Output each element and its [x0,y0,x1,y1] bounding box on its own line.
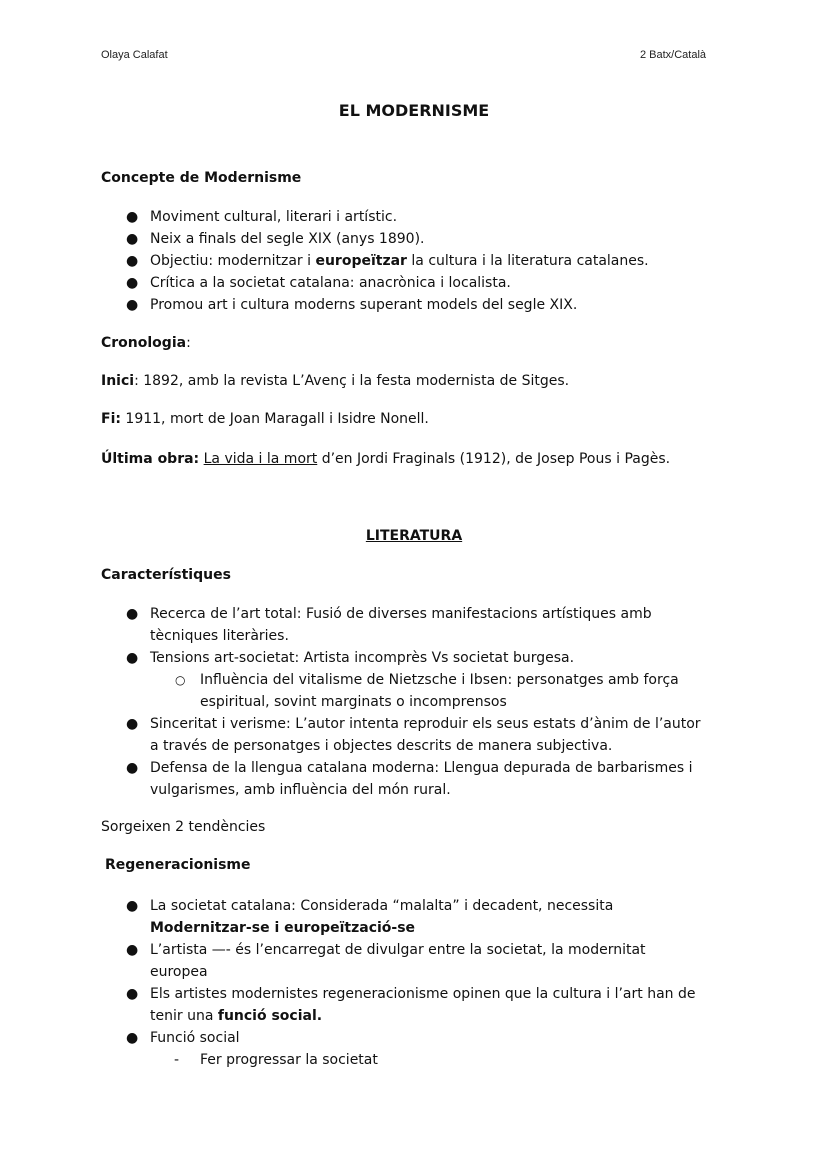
cronologia-ultima-obra: Última obra: La vida i la mort d’en Jordi Fraginals (1912), de Josep Pous i Pagès. [101,451,671,467]
list-item: ● L’artista —- és l’encarregat de divulgar entre la societat, la modernitat europea [150,939,740,983]
list-item: ● Promou art i cultura moderns superant models del segle XIX. [150,294,740,316]
dash-bullet-icon: - [174,1052,180,1068]
bullet-icon: ● [126,650,139,666]
bullet-icon: ● [126,253,139,269]
list-item: ● Neix a finals del segle XIX (anys 1890). [150,228,740,250]
list-item: - Fer progressar la societat [200,1049,740,1071]
bullet-icon: ● [126,716,139,732]
literatura-title: LITERATURA [365,528,463,544]
bullet-icon: ● [126,275,139,291]
regeneracionisme-heading: Regeneracionisme [105,857,251,873]
bullet-icon: ● [126,898,139,914]
cronologia-fi: Fi: 1911, mort de Joan Maragall i Isidre Nonell. [101,411,429,427]
header-author: Olaya Calafat [101,49,168,61]
cronologia-inici: Inici: 1892, amb la revista L’Avenç i la festa modernista de Sitges. [101,373,570,389]
bullet-icon: ● [126,942,139,958]
concepte-heading: Concepte de Modernisme [101,170,302,186]
list-item: ● Funció social [150,1027,740,1049]
list-item: ● Els artistes modernistes regeneracionisme opinen que la cultura i l’art han de tenir una funció social. [150,983,740,1027]
page-title: EL MODERNISME [338,101,490,120]
bullet-icon: ● [126,231,139,247]
list-item: ● Tensions art-societat: Artista incomprès Vs societat burgesa. [150,647,740,669]
list-item: ● Objectiu: modernitzar i europeïtzar la cultura i la literatura catalanes. [150,250,740,272]
header-course: 2 Batx/Català [640,49,707,61]
bullet-icon: ● [126,297,139,313]
bullet-icon: ● [126,1030,139,1046]
list-item: ● Moviment cultural, literari i artístic. [150,206,740,228]
list-item: ● Defensa de la llengua catalana moderna: Llengua depurada de barbarismes i vulgarismes, amb influència del món rural. [150,757,740,801]
bullet-icon: ● [126,209,139,225]
caracteristiques-heading: Característiques [101,567,231,583]
list-item: ● La societat catalana: Considerada “malalta” i decadent, necessita Modernitzar-se i europeïtzació-se [150,895,740,939]
bullet-icon: ● [126,986,139,1002]
list-item: ● Crítica a la societat catalana: anacrònica i localista. [150,272,740,294]
list-item: ○ Influència del vitalisme de Nietzsche i Ibsen: personatges amb força espiritual, sovint marginats o incomprensos [200,669,740,713]
circle-bullet-icon: ○ [175,673,186,687]
bullet-icon: ● [126,606,139,622]
bullet-icon: ● [126,760,139,776]
cronologia-heading: Cronologia: [101,335,191,351]
list-item: ● Recerca de l’art total: Fusió de diverses manifestacions artístiques amb tècniques literàries. [150,603,740,647]
list-item: ● Sinceritat i verisme: L’autor intenta reproduir els seus estats d’ànim de l’autor a través de personatges i objectes descrits de manera subjectiva. [150,713,740,757]
tendencies-text: Sorgeixen 2 tendències [101,819,266,835]
